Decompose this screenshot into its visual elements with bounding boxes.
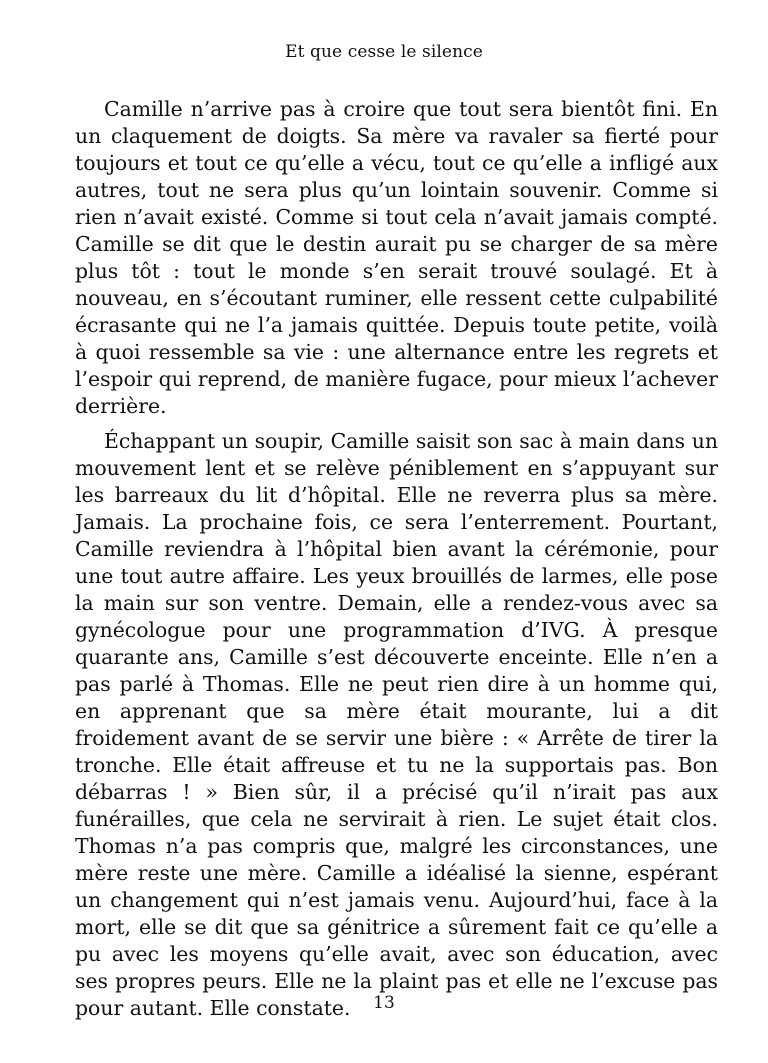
paragraph: Échappant un soupir, Camille saisit son sac à main dans un mouvement lent et se relève péniblement en s’appuyant sur les barreaux du lit d’hôpital. Elle ne reverra plus sa mère. Jamais. La prochaine fois, ce sera l’enterrement. Pourtant, Camille reviendra à l’hôpital bien avant la cérémonie, pour une tout autre affaire. Les yeux brouillés de larmes, elle pose la main sur son ventre. Demain, elle a rendez-vous avec sa gynécologue pour une programmation d’IVG. À presque quarante ans, Camille s’est découverte enceinte. Elle n’en a pas parlé à Thomas. Elle ne peut rien dire à un homme qui, en apprenant que sa mère était mourante, lui a dit froidement avant de se servir une bière : « Arrête de tirer la tronche. Elle était affreuse et tu ne la supportais pas. Bon débarras ! » Bien sûr, il a précisé qu’il n’irait pas aux funérailles, que cela ne servirait à rien. Le sujet était clos. Thomas n’a pas compris que, malgré les circonstances, une mère reste une mère. Camille a idéalisé la sienne, espérant un changement qui n’est jamais venu. Aujourd’hui, face à la mort, elle se dit que sa génitrice a sûrement fait ce qu’elle a pu avec les moyens qu’elle avait, avec son éducation, avec ses propres peurs. Elle ne la plaint pas et elle ne l’excuse pas pour autant. Elle constate. bbox=[75, 429, 718, 1020]
page-body bbox=[75, 96, 718, 1022]
running-header: Et que cesse le silence bbox=[285, 42, 483, 62]
page-number: 13 bbox=[373, 993, 395, 1013]
paragraph: Camille n’arrive pas à croire que tout sera bientôt fini. En un claquement de doigts. Sa mère va ravaler sa fierté pour toujours et tout ce qu’elle a vécu, tout ce qu’elle a infligé aux autres, tout ne sera plus qu’un lointain souvenir. Comme si rien n’avait existé. Comme si tout cela n’avait jamais compté. Camille se dit que le destin aurait pu se charger de sa mère plus tôt : tout le monde s’en serait trouvé soulagé. Et à nouveau, en s’écoutant ruminer, elle ressent cette culpabilité écrasante qui ne l’a jamais quittée. Depuis toute petite, voilà à quoi ressemble sa vie : une alternance entre les regrets et l’espoir qui reprend, de manière fugace, pour mieux l’achever derrière. bbox=[75, 97, 718, 418]
